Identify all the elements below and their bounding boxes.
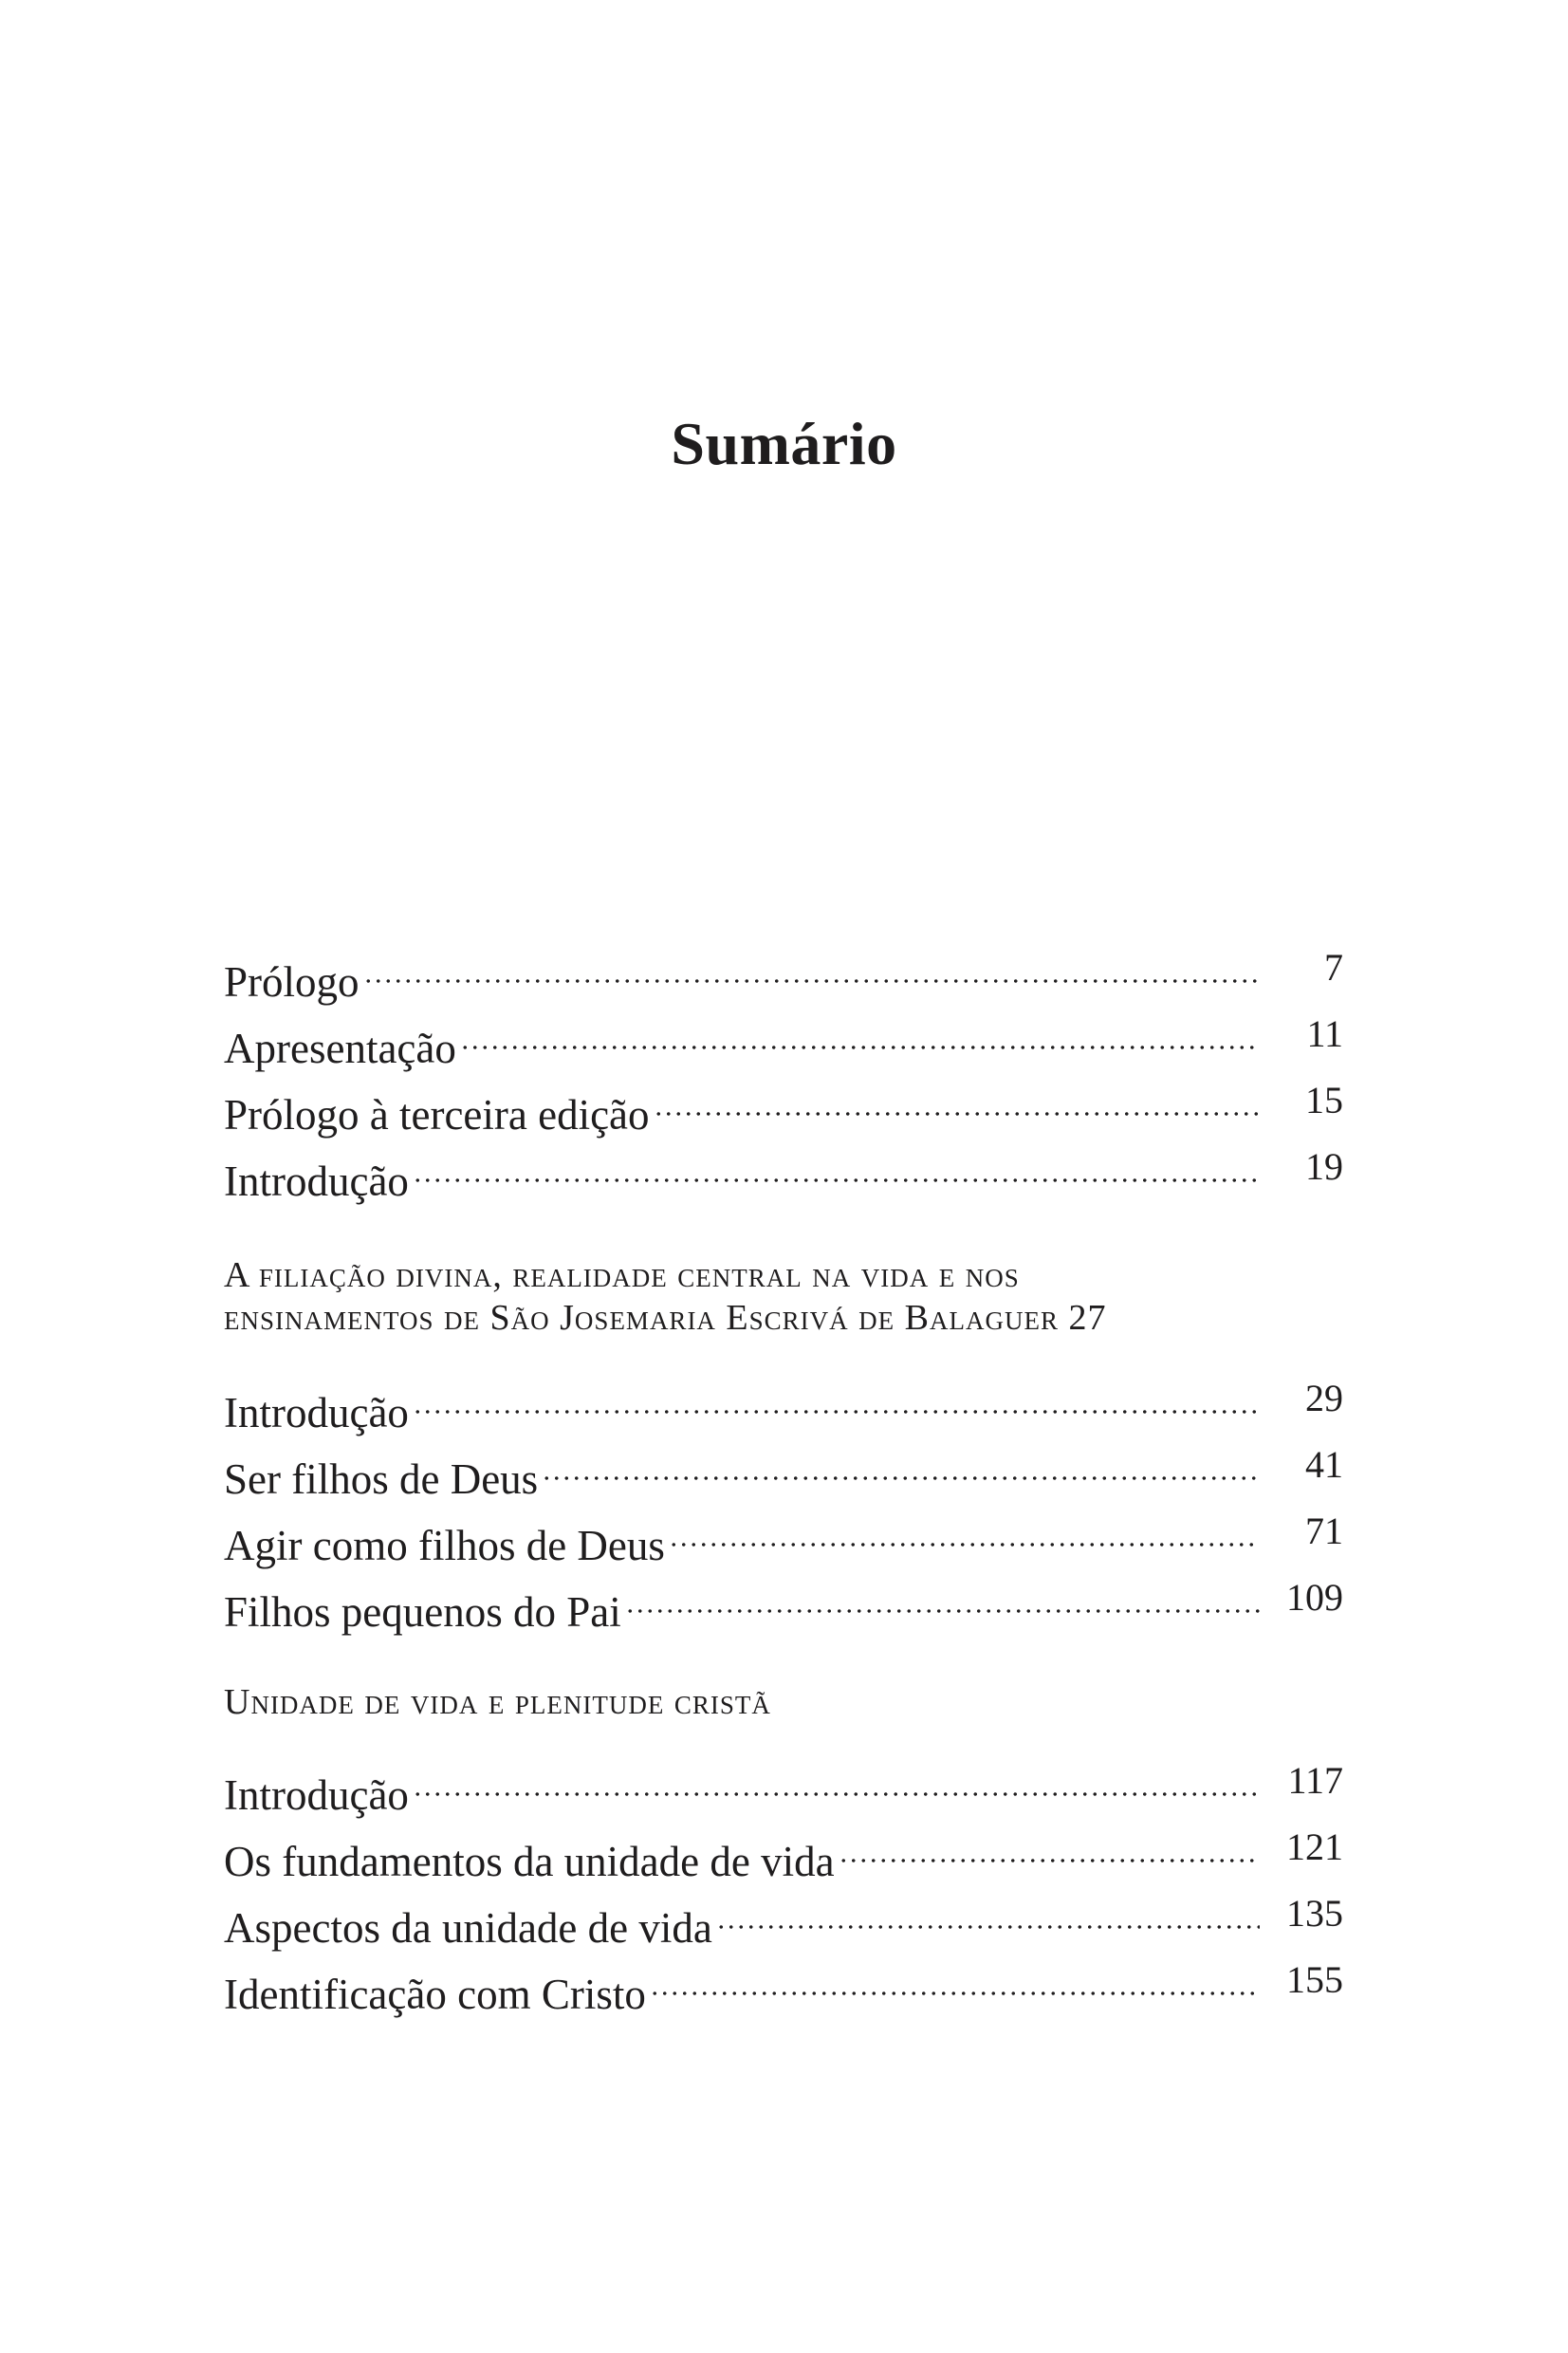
toc-entry-page: 41 <box>1305 1443 1343 1486</box>
dot-leader <box>654 1072 1260 1129</box>
toc-entry-page: 7 <box>1324 946 1343 989</box>
toc-entry-label: Prólogo <box>224 958 360 1006</box>
toc-entry-label: Introdução <box>224 1158 409 1205</box>
toc-entry-page: 109 <box>1286 1576 1343 1619</box>
section-heading-filiacao-divina[interactable] <box>224 1254 1343 1340</box>
toc-entry-introducao[interactable] <box>224 1752 1343 1819</box>
toc-entry-label: Os fundamentos da unidade de vida <box>224 1838 835 1885</box>
dot-leader <box>363 939 1260 996</box>
toc-entry-page: 135 <box>1286 1892 1343 1935</box>
dot-leader <box>625 1569 1260 1626</box>
toc-entry-label: Prólogo à terceira edição <box>224 1091 650 1139</box>
toc-entry-label: Identificação com Cristo <box>224 1971 646 2018</box>
toc-entry-page: 71 <box>1305 1510 1343 1552</box>
toc-entry-introducao[interactable] <box>224 1370 1343 1436</box>
toc-entry-prologo[interactable] <box>224 939 1343 1006</box>
toc-entry-page: 117 <box>1287 1759 1343 1802</box>
toc-entry-prologo-terceira-edicao[interactable] <box>224 1072 1343 1139</box>
section-heading-line: Unidade de vida e plenitude cristã <box>224 1682 771 1722</box>
toc-entry-label: Agir como filhos de Deus <box>224 1522 665 1569</box>
toc-entry-page: 11 <box>1306 1012 1343 1055</box>
toc-entry-page: 29 <box>1305 1377 1343 1419</box>
section-heading-line: ensinamentos de São Josemaria Escrivá de Balaguer 27 <box>224 1298 1107 1338</box>
toc-entry-label: Aspectos da unidade de vida <box>224 1904 712 1952</box>
toc-entry-label: Ser filhos de Deus <box>224 1455 539 1503</box>
toc-entry-page: 19 <box>1305 1145 1343 1188</box>
dot-leader <box>413 1752 1260 1809</box>
dot-leader <box>542 1436 1260 1493</box>
toc-entry-label: Introdução <box>224 1389 409 1436</box>
toc-entry-apresentacao[interactable] <box>224 1006 1343 1072</box>
toc-entry-ser-filhos-de-deus[interactable] <box>224 1436 1343 1503</box>
toc-entry-label: Filhos pequenos do Pai <box>224 1588 621 1636</box>
toc-entry-introducao[interactable] <box>224 1139 1343 1205</box>
toc-entry-page: 15 <box>1305 1079 1343 1121</box>
toc-entry-aspectos-unidade[interactable] <box>224 1885 1343 1952</box>
page-title: Sumário <box>671 410 897 477</box>
toc-entry-identificacao-cristo[interactable] <box>224 1952 1343 2018</box>
dot-leader <box>413 1139 1260 1195</box>
dot-leader <box>460 1006 1260 1063</box>
toc-entry-filhos-pequenos[interactable] <box>224 1569 1343 1636</box>
section-heading-line: A filiação divina, realidade central na vida e nos <box>224 1255 1020 1295</box>
dot-leader <box>650 1952 1260 2009</box>
toc-entry-label: Apresentação <box>224 1025 456 1072</box>
toc-entry-agir-como-filhos[interactable] <box>224 1503 1343 1569</box>
toc-entry-label: Introdução <box>224 1771 409 1819</box>
toc-entry-page: 121 <box>1286 1825 1343 1868</box>
toc-entry-page: 155 <box>1286 1958 1343 2001</box>
dot-leader <box>839 1819 1260 1876</box>
dot-leader <box>669 1503 1260 1560</box>
dot-leader <box>716 1885 1260 1942</box>
toc-entry-fundamentos-unidade[interactable] <box>224 1819 1343 1885</box>
dot-leader <box>413 1370 1260 1427</box>
section-heading-unidade-de-vida[interactable] <box>224 1681 1343 1724</box>
